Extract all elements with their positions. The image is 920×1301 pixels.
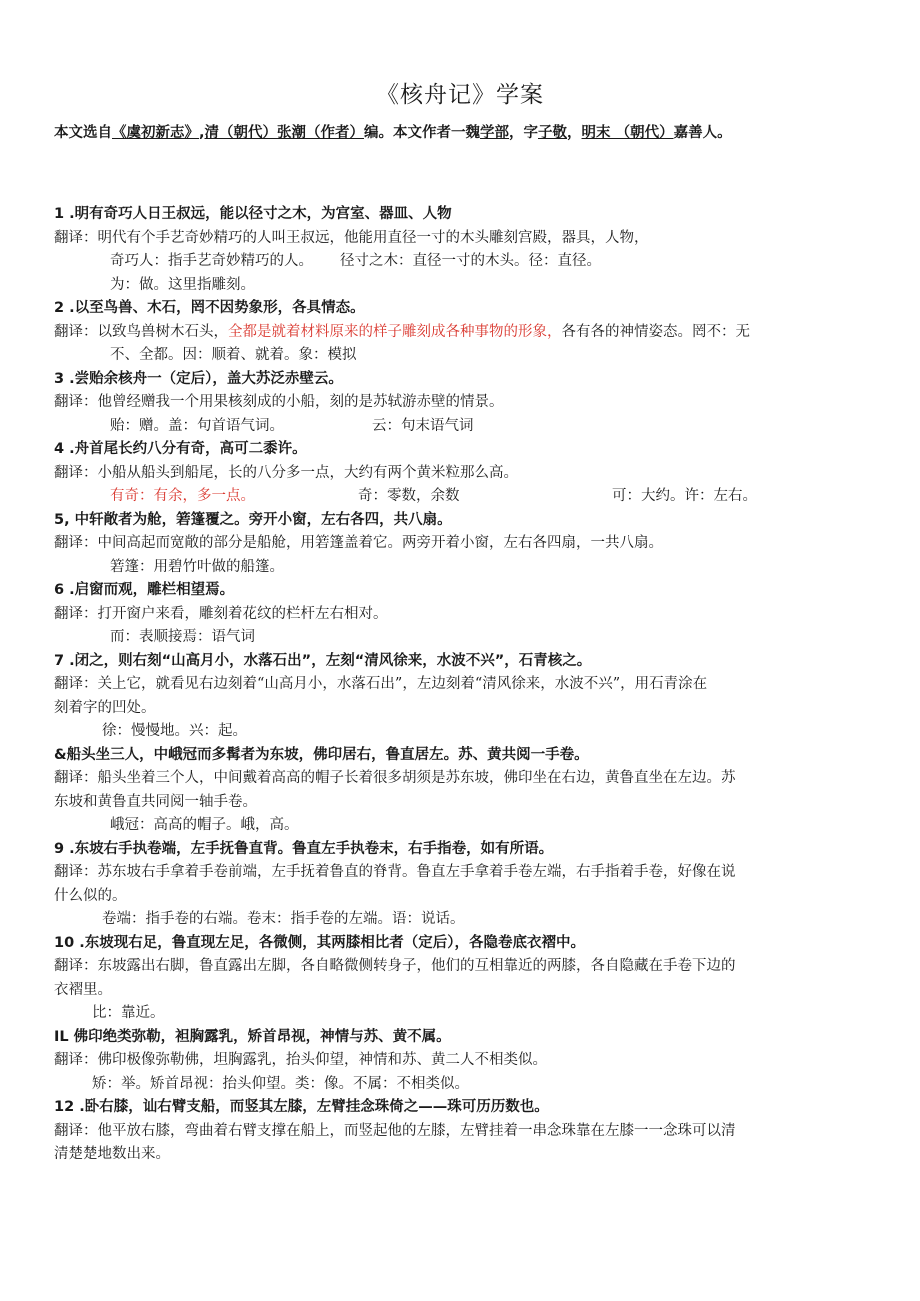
translation-line: 刻着字的凹处。 <box>54 699 156 716</box>
note: 可：大约。许：左右。 <box>612 488 757 504</box>
translation-line: 翻译：他曾经赠我一个用果核刻成的小船，刻的是苏轼游赤壁的情景。 <box>54 394 504 410</box>
intro-editor: 张潮（作者） <box>277 125 365 141</box>
item-heading-5: 5, 中轩敞者为舱，箬篷覆之。旁开小窗，左右各四，共八扇。 <box>54 511 452 528</box>
translation-line: 翻译：中间高起而宽敞的部分是船舱，用箬篷盖着它。两旁开着小窗，左右各四扇，一共八扇。 <box>54 535 663 551</box>
note-line <box>54 250 854 274</box>
intro-text: ， <box>567 125 582 141</box>
page-title: 《核舟记》学案 <box>376 82 544 108</box>
intro-text: 嘉善人。 <box>673 125 732 141</box>
intro-editor-era: 清（朝代） <box>204 125 278 141</box>
item-heading-12: 12 .卧右膝，讪右臂支船，而竖其左膝，左臂挂念珠倚之——珠可历历数也。 <box>54 1099 549 1115</box>
item-heading-10: 10 .东坡现右足，鲁直现左足，各微侧，其两膝相比者（定后），各隐卷底衣褶中。 <box>54 934 585 951</box>
intro-text: 编。本文作者一魏 <box>364 125 481 141</box>
note-line: 箬篷：用碧竹叶做的船篷。 <box>110 558 284 575</box>
translation-line: 翻译：小船从船头到船尾，长的八分多一点，大约有两个黄米粒那么高。 <box>54 464 518 481</box>
highlighted-note: 有奇：有余，多一点。 <box>110 488 255 504</box>
intro-line <box>54 121 894 142</box>
note: 云：句末语气词 <box>372 417 474 434</box>
item-heading-7: 7 .闭之，则右刻“山高月小，水落石出”，左刻“清风徐来，水波不兴”，石青核之。 <box>54 652 592 669</box>
note-line: 卷端：指手卷的右端。卷末：指手卷的左端。语：说话。 <box>102 911 465 927</box>
translation-line: 东坡和黄鲁直共同阅一轴手卷。 <box>54 793 257 810</box>
translation-line: 清楚楚地数出来。 <box>54 1146 170 1162</box>
note: 径寸之木：直径一寸的木头。径：直径。 <box>340 253 601 269</box>
study-items <box>54 203 854 1167</box>
item-heading-6: 6 .启窗而观，雕栏相望焉。 <box>54 582 235 598</box>
intro-text: 本文选自 <box>54 125 112 141</box>
note-line: 峨冠：高高的帽子。峨，高。 <box>110 817 299 833</box>
intro-source-book: 《虞初新志》 <box>112 125 199 141</box>
translation-text: 翻译：以致鸟兽树木石头， <box>54 323 228 340</box>
note-line: 矫：举。矫首昂视：抬头仰望。类：像。不属：不相类似。 <box>92 1075 469 1092</box>
note-line: 为：做。这里指雕刻。 <box>110 276 255 293</box>
item-heading-11: IL 佛印绝类弥勒，袒胸露乳，矫首昂视，神情与苏、黄不属。 <box>54 1028 451 1045</box>
translation-line: 不、全都。因：顺着、就着。象：模拟 <box>110 347 357 363</box>
note-line <box>54 415 854 439</box>
translation-line: 翻译：打开窗户来看，雕刻着花纹的栏杆左右相对。 <box>54 605 388 622</box>
note-line: 徐：慢慢地。兴：起。 <box>102 723 247 739</box>
translation-line: 翻译：关上它，就看见右边刻着“山高月小，水落石出”，左边刻着“清风徐来，水波不兴”，用石青涂在 <box>54 676 708 692</box>
translation-line: 翻译：明代有个手艺奇妙精巧的人叫王叔远，他能用直径一寸的木头雕刻宫殿，器具，人物， <box>54 229 649 246</box>
intro-courtesy-name: 子敬 <box>538 125 568 141</box>
item-heading-2: 2 .以至鸟兽、木石，罔不因势象形，各具情态。 <box>54 300 365 316</box>
intro-author-name: 学部 <box>480 125 510 141</box>
note: 奇：零数，余数 <box>358 488 460 504</box>
intro-text: , <box>199 125 205 141</box>
intro-text: ，字 <box>509 125 539 141</box>
note: 贻：赠。盖：句首语气词。 <box>110 417 284 434</box>
translation-line: 衣褶里。 <box>54 981 112 998</box>
item-heading-1: 1 .明有奇巧人日王叔远，能以径寸之木，为宫室、器皿、人物 <box>54 206 452 222</box>
note-line <box>54 485 854 509</box>
intro-author-era: 明末 （朝代） <box>581 125 674 141</box>
item-heading-9: 9 .东坡右手执卷端，左手抚鲁直背。鲁直左手执卷末，右手指卷，如有所语。 <box>54 840 554 857</box>
translation-line: 翻译：佛印极像弥勒佛，坦胸露乳，抬头仰望，神情和苏、黄二人不相类似。 <box>54 1052 547 1068</box>
highlighted-translation: 全都是就着材料原来的样子雕刻成各种事物的形象， <box>228 323 562 340</box>
note-line: 比：靠近。 <box>92 1005 165 1021</box>
translation-line: 翻译：他平放右膝，弯曲着右臂支撑在船上，而竖起他的左膝，左臂挂着一串念珠靠在左膝一一念珠可以清 <box>54 1122 736 1139</box>
note: 奇巧人：指手艺奇妙精巧的人。 <box>110 253 313 269</box>
translation-line: 翻译：苏东坡右手拿着手卷前端，左手抚着鲁直的脊背。鲁直左手拿着手卷左端，右手指着手卷，好像在说 <box>54 864 736 880</box>
translation-line <box>54 321 854 345</box>
translation-text: 各有各的神情姿态。罔不：无 <box>561 323 750 340</box>
translation-line: 翻译：东坡露出右脚，鲁直露出左脚，各自略微侧转身子，他们的互相靠近的两膝，各自隐藏在手卷下边的 <box>54 958 736 974</box>
note-line: 而：表顺接焉：语气词 <box>110 629 255 645</box>
translation-line: 什么似的。 <box>54 887 127 904</box>
item-heading-4: 4 .舟首尾长约八分有奇，高可二黍许。 <box>54 441 307 457</box>
translation-line: 翻译：船头坐着三个人，中间戴着高高的帽子长着很多胡须是苏东坡，佛印坐在右边，黄鲁直坐在左边。苏 <box>54 770 736 786</box>
item-heading-3: 3 .尝贻余核舟一（定后），盖大苏泛赤壁云。 <box>54 370 343 387</box>
item-heading-8: &船头坐三人，中峨冠而多髯者为东坡，佛印居右，鲁直居左。苏、黄共阅一手卷。 <box>54 746 589 763</box>
